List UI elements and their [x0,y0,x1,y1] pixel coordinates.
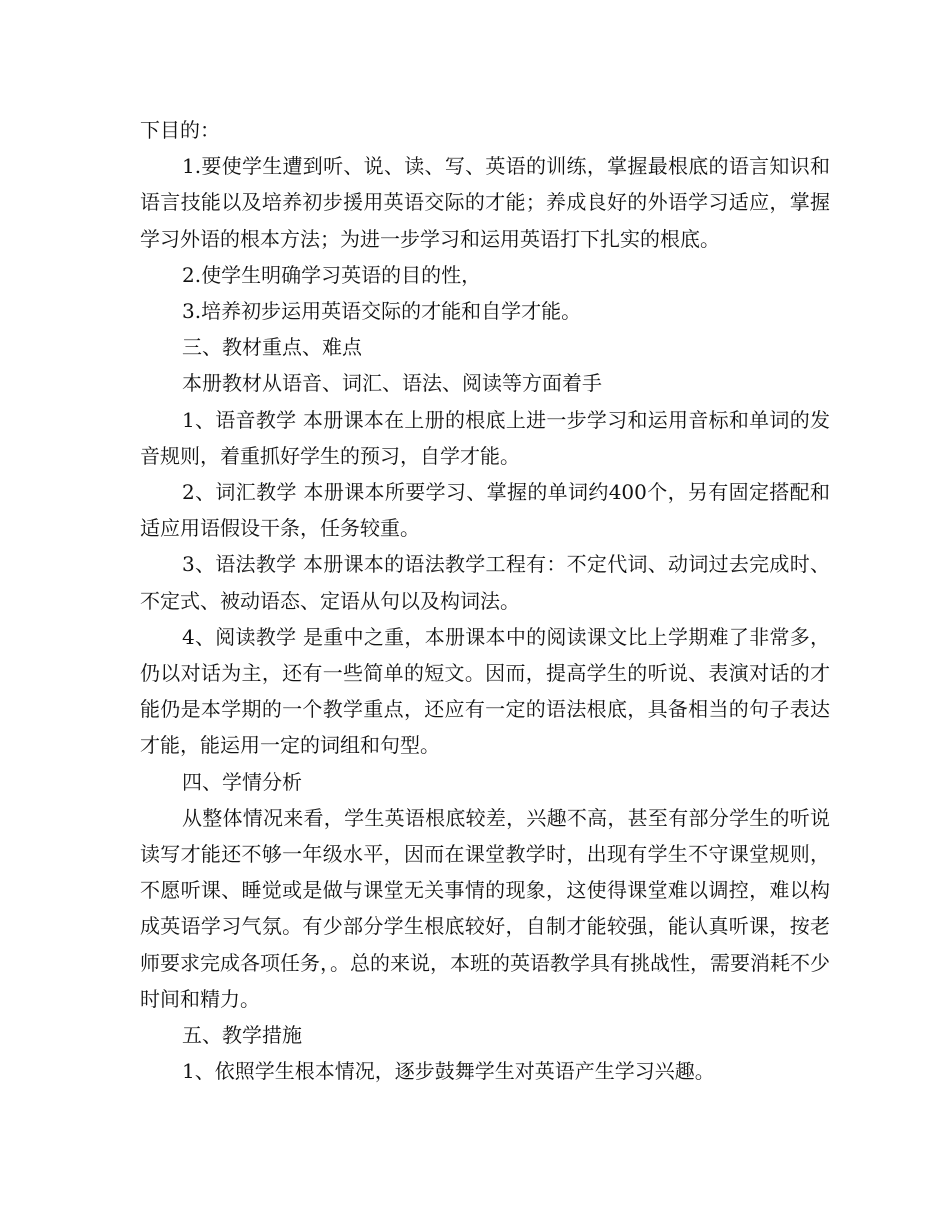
document-body [140,112,830,1089]
paragraph-grammar: 3、语法教学 本册课本的语法教学工程有：不定代词、动词过去完成时、不定式、被动语态、定语从句以及构词法。 [140,552,830,613]
paragraph-measure-1: 1、依照学生根本情况，逐步鼓舞学生对英语产生学习兴趣。 [182,1059,715,1084]
paragraph-goal-3: 3.培养初步运用英语交际的才能和自学才能。 [182,299,582,324]
paragraph-goal-2: 2.使学生明确学习英语的目的性， [182,262,482,287]
paragraph-student-analysis: 从整体情况来看，学生英语根底较差，兴趣不高，甚至有部分学生的听说读写才能还不够一年级水平，因而在课堂教学时，出现有学生不守课堂规则，不愿听课、睡觉或是做与课堂无关事情的现象，这使得课堂难以调控，难以构成英语学习气氛。有少部分学生根底较好，自制才能较强，能认真听课，按老师要求完成各项任务，。总的来说，本班的英语教学具有挑战性，需要消耗不少时间和精力。 [140,805,830,1011]
paragraph-phonetics: 1、语音教学 本册课本在上册的根底上进一步学习和运用音标和单词的发音规则，着重抓好学生的预习，自学才能。 [140,407,830,468]
section-heading-key-points: 三、教材重点、难点 [182,335,362,360]
paragraph-goal-1: 1.要使学生遭到听、说、读、写、英语的训练，掌握最根底的语言知识和语言技能以及培养初步援用英语交际的才能；养成良好的外语学习适应，掌握学习外语的根本方法；为进一步学习和运用英语打下扎实的根底。 [140,154,830,251]
paragraph-textbook-overview: 本册教材从语音、词汇、语法、阅读等方面着手 [182,371,602,396]
paragraph-intro: 下目的： [140,118,220,142]
paragraph-reading: 4、阅读教学 是重中之重，本册课本中的阅读课文比上学期难了非常多，仍以对话为主，还有一些简单的短文。因而，提高学生的听说、表演对话的才能仍是本学期的一个教学重点，还应有一定的语法根底，具备相当的句子表达才能，能运用一定的词组和句型。 [140,624,830,758]
section-heading-student-analysis: 四、学情分析 [182,769,302,794]
section-heading-teaching-measures: 五、教学措施 [182,1023,302,1048]
paragraph-vocabulary: 2、词汇教学 本册课本所要学习、掌握的单词约400个，另有固定搭配和适应用语假设干条，任务较重。 [140,480,830,541]
